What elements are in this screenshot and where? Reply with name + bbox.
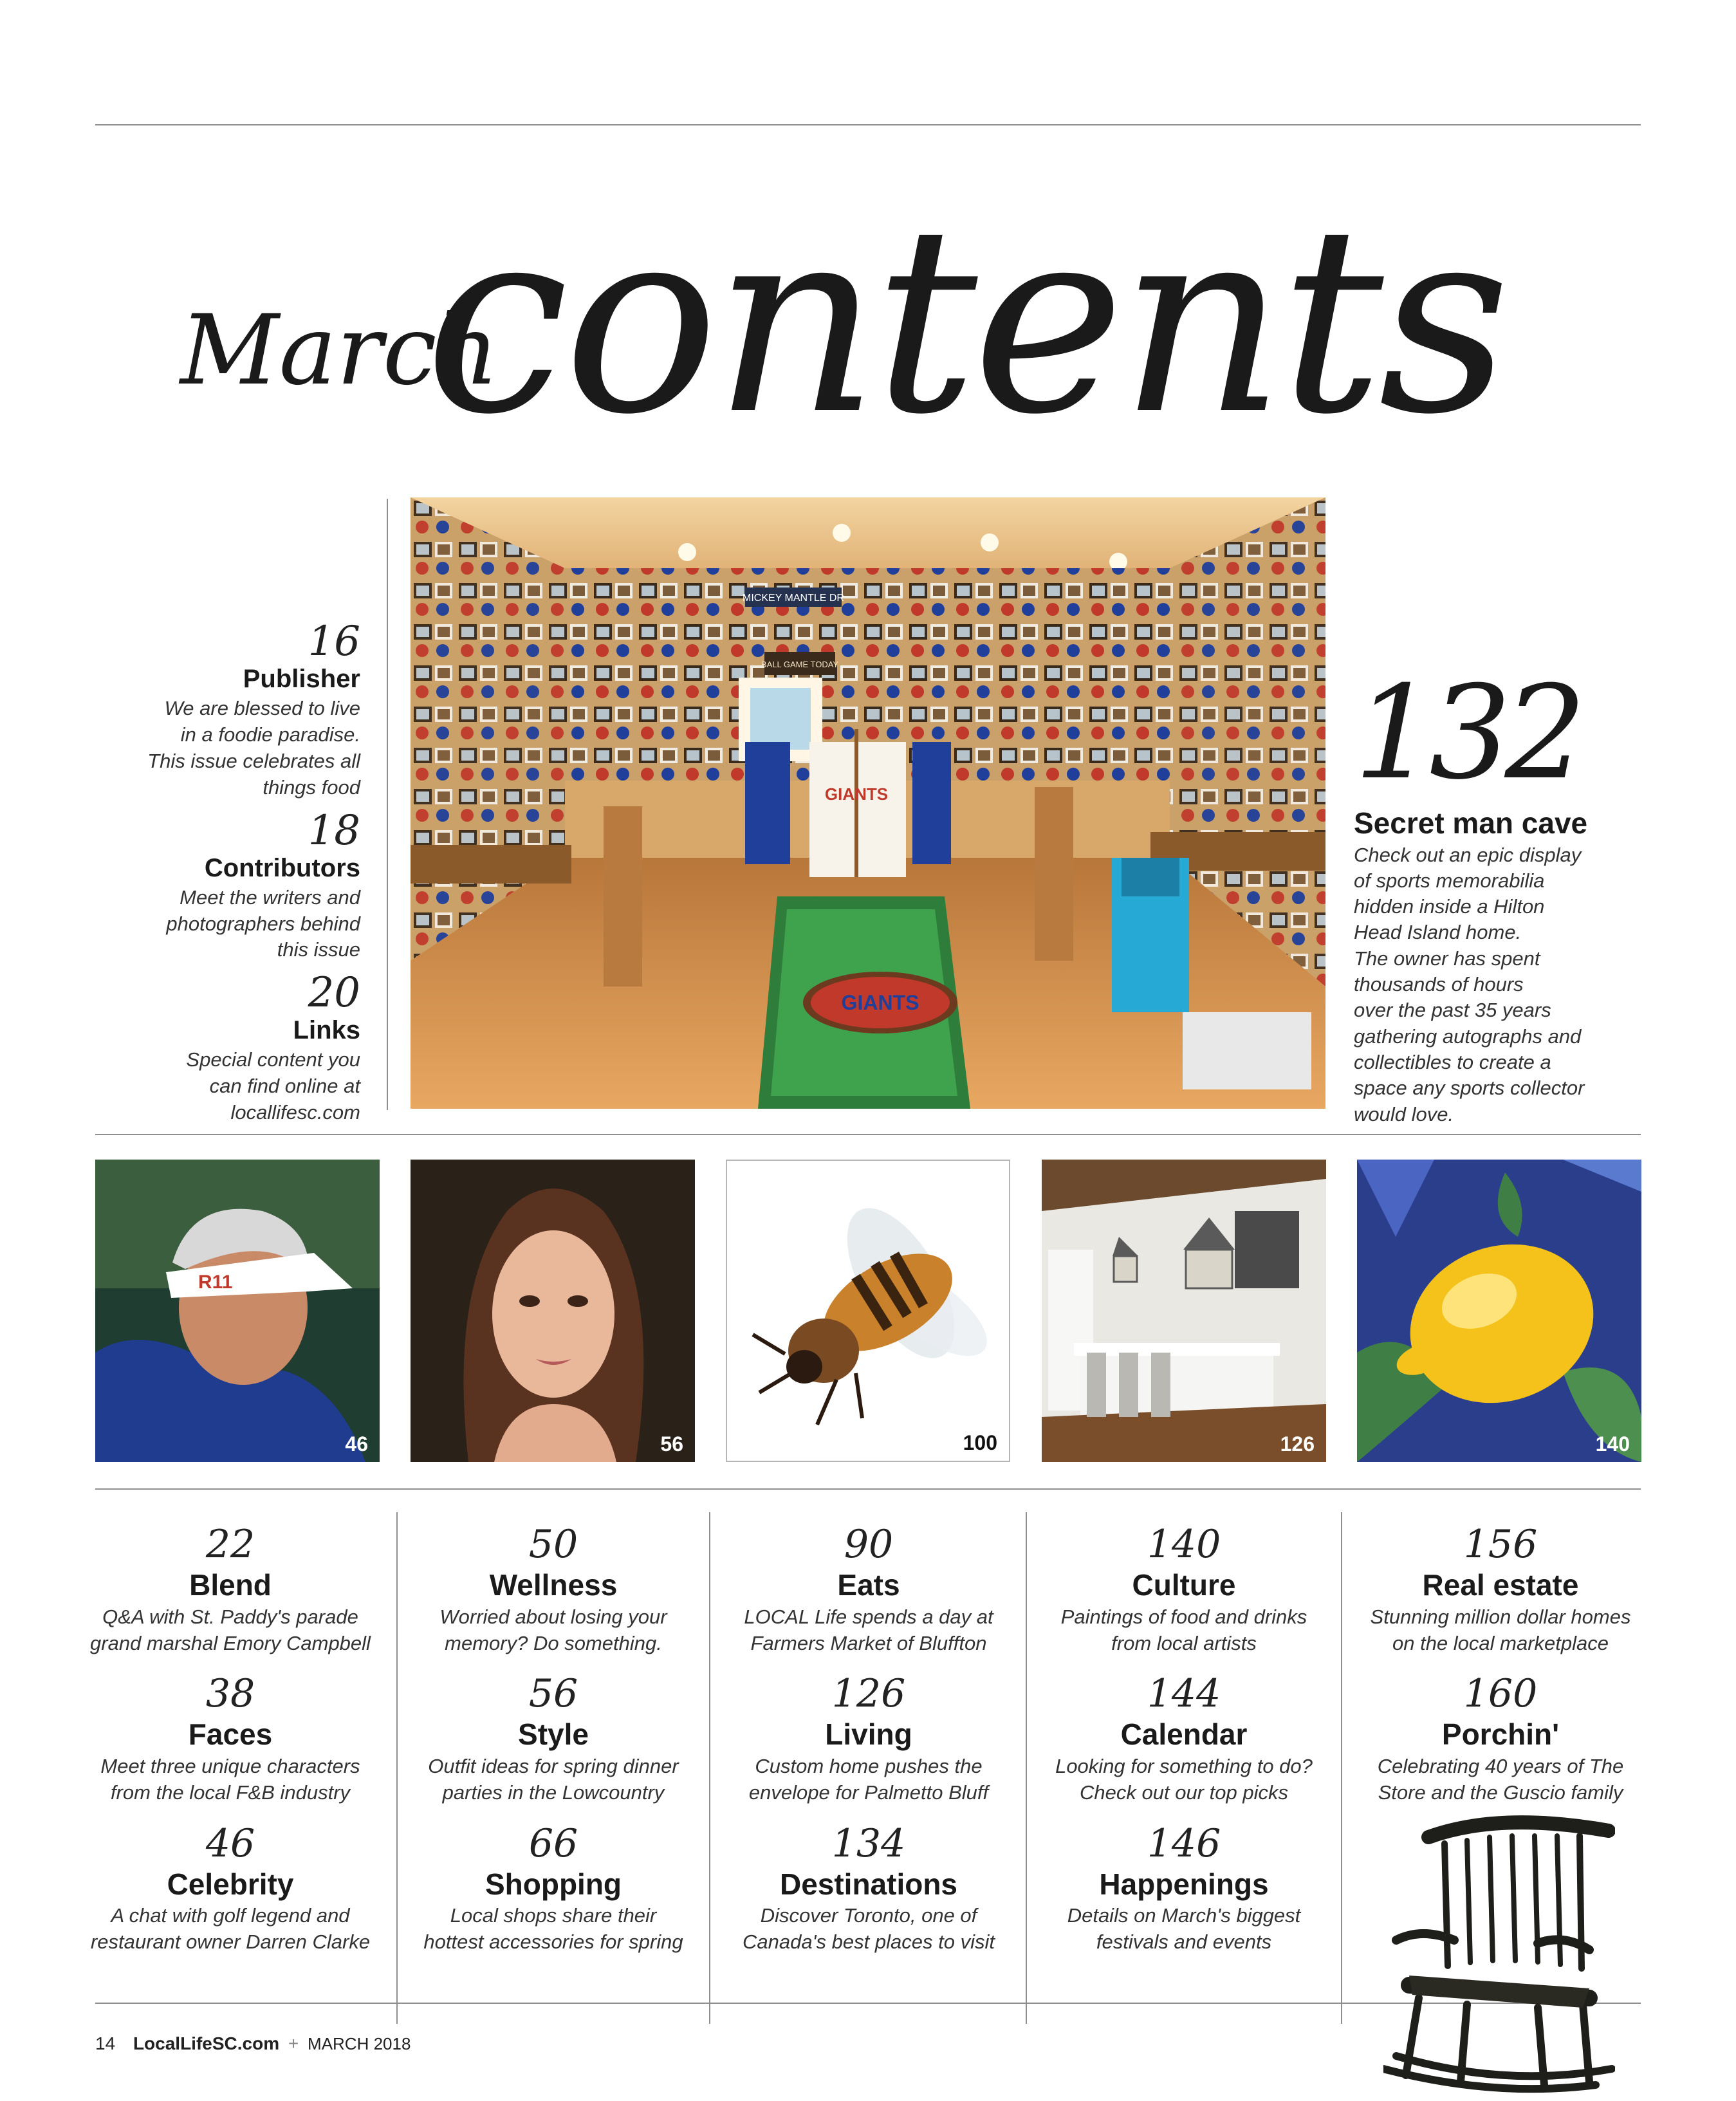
toc-item-destinations[interactable] — [714, 1820, 1023, 1956]
toc-section-desc: Outfit ideas for spring dinner parties in the Lowcountry — [428, 1755, 679, 1804]
toc-page-number: 50 — [528, 1522, 578, 1567]
thumbnail-page-number: 56 — [660, 1432, 683, 1456]
toc-column-5 — [1346, 1522, 1655, 1824]
toc-section-title: Porchin' — [1441, 1717, 1560, 1752]
thumbnail-page-number: 126 — [1280, 1432, 1315, 1456]
toc-page-number: 134 — [831, 1820, 906, 1866]
toc-page-number: 144 — [1147, 1671, 1221, 1717]
toc-page-number: 90 — [844, 1522, 894, 1567]
feature-desc: Check out an epic display of sports memorabilia hidden inside a Hilton Head Island home. The owner has spent thousands of hours over the past 35 years gathering autographs and collectibles to create a space any sports collector would love. — [1354, 843, 1585, 1125]
left-column-divider — [387, 499, 388, 1110]
rocking-chair-image — [1383, 1811, 1615, 2098]
toc-section-desc: Local shops share their hottest accessories for spring — [423, 1904, 683, 1954]
column-divider-3 — [1026, 1512, 1027, 2024]
column-divider-2 — [709, 1512, 710, 2024]
column-divider-4 — [1341, 1512, 1342, 2024]
toc-column-4 — [1030, 1522, 1338, 1974]
thumbnail-page-number: 46 — [345, 1432, 368, 1456]
toc-item-living[interactable] — [714, 1671, 1023, 1806]
masthead-title: contents — [425, 172, 1506, 471]
toc-page-number: 38 — [205, 1671, 255, 1717]
toc-page-number: 140 — [1147, 1522, 1221, 1567]
toc-page-number: 156 — [1463, 1522, 1538, 1567]
toc-section-desc: Looking for something to do? Check out our top picks — [1055, 1755, 1313, 1804]
toc-page-number: 20 — [308, 969, 360, 1017]
svg-text:MICKEY MANTLE DR: MICKEY MANTLE DR — [743, 593, 844, 604]
left-toc — [97, 618, 360, 1126]
toc-page-number: 18 — [308, 806, 360, 855]
toc-section-title: Culture — [1132, 1568, 1236, 1602]
toc-page-number: 46 — [205, 1820, 255, 1866]
toc-section-title: Eats — [837, 1568, 900, 1602]
thumbs-bottom-rule — [95, 1488, 1641, 1490]
toc-section-title: Publisher — [243, 665, 360, 693]
toc-section-title: Calendar — [1120, 1717, 1248, 1752]
toc-item-eats[interactable] — [714, 1522, 1023, 1656]
toc-item-blend[interactable] — [76, 1522, 385, 1656]
toc-item-publisher[interactable] — [97, 618, 360, 801]
toc-section-desc: Paintings of food and drinks from local artists — [1060, 1605, 1307, 1654]
toc-section-title: Blend — [189, 1568, 272, 1602]
thumbnail-kitchen[interactable] — [1042, 1160, 1326, 1462]
toc-page-number: 16 — [308, 618, 360, 665]
thumbnail-bee[interactable] — [726, 1160, 1010, 1462]
footer-site-link[interactable]: LocalLifeSC.com — [133, 2033, 280, 2053]
thumbnail-lemon[interactable] — [1357, 1160, 1641, 1462]
toc-section-title: Happenings — [1099, 1867, 1269, 1901]
toc-section-desc: Celebrating 40 years of The Store and the Guscio family — [1377, 1755, 1624, 1804]
toc-item-contributors[interactable] — [97, 806, 360, 964]
feature-photo-man-cave[interactable] — [411, 497, 1325, 1109]
toc-section-desc: Details on March's biggest festivals and events — [1067, 1904, 1301, 1954]
toc-item-style[interactable] — [399, 1671, 708, 1806]
toc-section-title: Style — [518, 1717, 589, 1752]
toc-item-porchin[interactable] — [1346, 1671, 1655, 1806]
toc-section-desc: Meet the writers and photographers behind this issue — [166, 885, 360, 961]
footer-issue-date: MARCH 2018 — [308, 2034, 411, 2053]
toc-section-desc: Worried about losing your memory? Do something. — [439, 1605, 667, 1654]
toc-item-shopping[interactable] — [399, 1820, 708, 1956]
toc-section-desc: A chat with golf legend and restaurant owner Darren Clarke — [90, 1904, 371, 1954]
svg-text:GIANTS: GIANTS — [841, 991, 919, 1014]
thumbnail-golfer[interactable] — [95, 1160, 380, 1462]
thumbnail-page-number: 100 — [963, 1431, 997, 1454]
toc-page-number: 22 — [205, 1522, 255, 1567]
toc-section-desc: Custom home pushes the envelope for Palmetto Bluff — [748, 1755, 989, 1804]
toc-column-3 — [714, 1522, 1023, 1974]
toc-item-faces[interactable] — [76, 1671, 385, 1806]
thumbnail-page-number: 140 — [1595, 1432, 1630, 1456]
svg-text:GIANTS: GIANTS — [824, 784, 889, 804]
feature-title: Secret man cave — [1354, 806, 1588, 840]
toc-page-number: 126 — [831, 1671, 906, 1717]
toc-page-number: 146 — [1147, 1820, 1221, 1866]
toc-page-number: 160 — [1463, 1671, 1538, 1717]
toc-item-wellness[interactable] — [399, 1522, 708, 1656]
toc-page-number: 56 — [528, 1671, 578, 1717]
toc-item-celebrity[interactable] — [76, 1820, 385, 1956]
toc-section-desc: LOCAL Life spends a day at Farmers Market of Bluffton — [744, 1605, 993, 1654]
toc-section-desc: We are blessed to live in a foodie paradise. This issue celebrates all things food — [147, 697, 360, 799]
toc-section-title: Links — [293, 1016, 360, 1045]
toc-item-real-estate[interactable] — [1346, 1522, 1655, 1656]
svg-text:R11: R11 — [198, 1272, 233, 1293]
feature-bottom-rule — [95, 1134, 1641, 1135]
toc-column-2 — [399, 1522, 708, 1974]
toc-section-desc: Discover Toronto, one of Canada's best places to visit — [743, 1904, 995, 1954]
toc-section-desc: Special content you can find online at locallifesc.com — [186, 1048, 360, 1124]
toc-section-title: Shopping — [485, 1867, 622, 1901]
toc-section-title: Faces — [188, 1717, 273, 1752]
toc-section-title: Celebrity — [167, 1867, 294, 1901]
toc-section-title: Destinations — [779, 1867, 958, 1901]
toc-section-desc: Stunning million dollar homes on the local marketplace — [1370, 1605, 1631, 1654]
toc-section-title: Living — [825, 1717, 912, 1752]
toc-page-number: 66 — [528, 1820, 578, 1866]
toc-section-title: Wellness — [489, 1568, 618, 1602]
feature-page-number: 132 — [1354, 658, 1580, 808]
top-rule — [95, 124, 1641, 125]
toc-section-desc: Meet three unique characters from the local F&B industry — [100, 1755, 360, 1804]
thumbnail-woman[interactable] — [411, 1160, 695, 1462]
footer-page-number: 14 — [95, 2033, 116, 2053]
toc-section-title: Contributors — [204, 853, 360, 882]
toc-section-desc: Q&A with St. Paddy's parade grand marshal Emory Campbell — [90, 1605, 371, 1654]
feature-story[interactable] — [1354, 658, 1656, 1127]
toc-column-1 — [76, 1522, 385, 1974]
svg-text:BALL GAME TODAY: BALL GAME TODAY — [761, 660, 839, 669]
toc-item-culture[interactable] — [1030, 1522, 1338, 1656]
footer-separator: + — [288, 2033, 299, 2053]
page-footer — [95, 2033, 411, 2054]
toc-item-happenings[interactable] — [1030, 1820, 1338, 1956]
masthead-month: March — [180, 295, 499, 407]
toc-item-links[interactable] — [97, 969, 360, 1126]
toc-section-title: Real estate — [1422, 1568, 1579, 1602]
column-divider-1 — [396, 1512, 398, 2024]
toc-item-calendar[interactable] — [1030, 1671, 1338, 1806]
